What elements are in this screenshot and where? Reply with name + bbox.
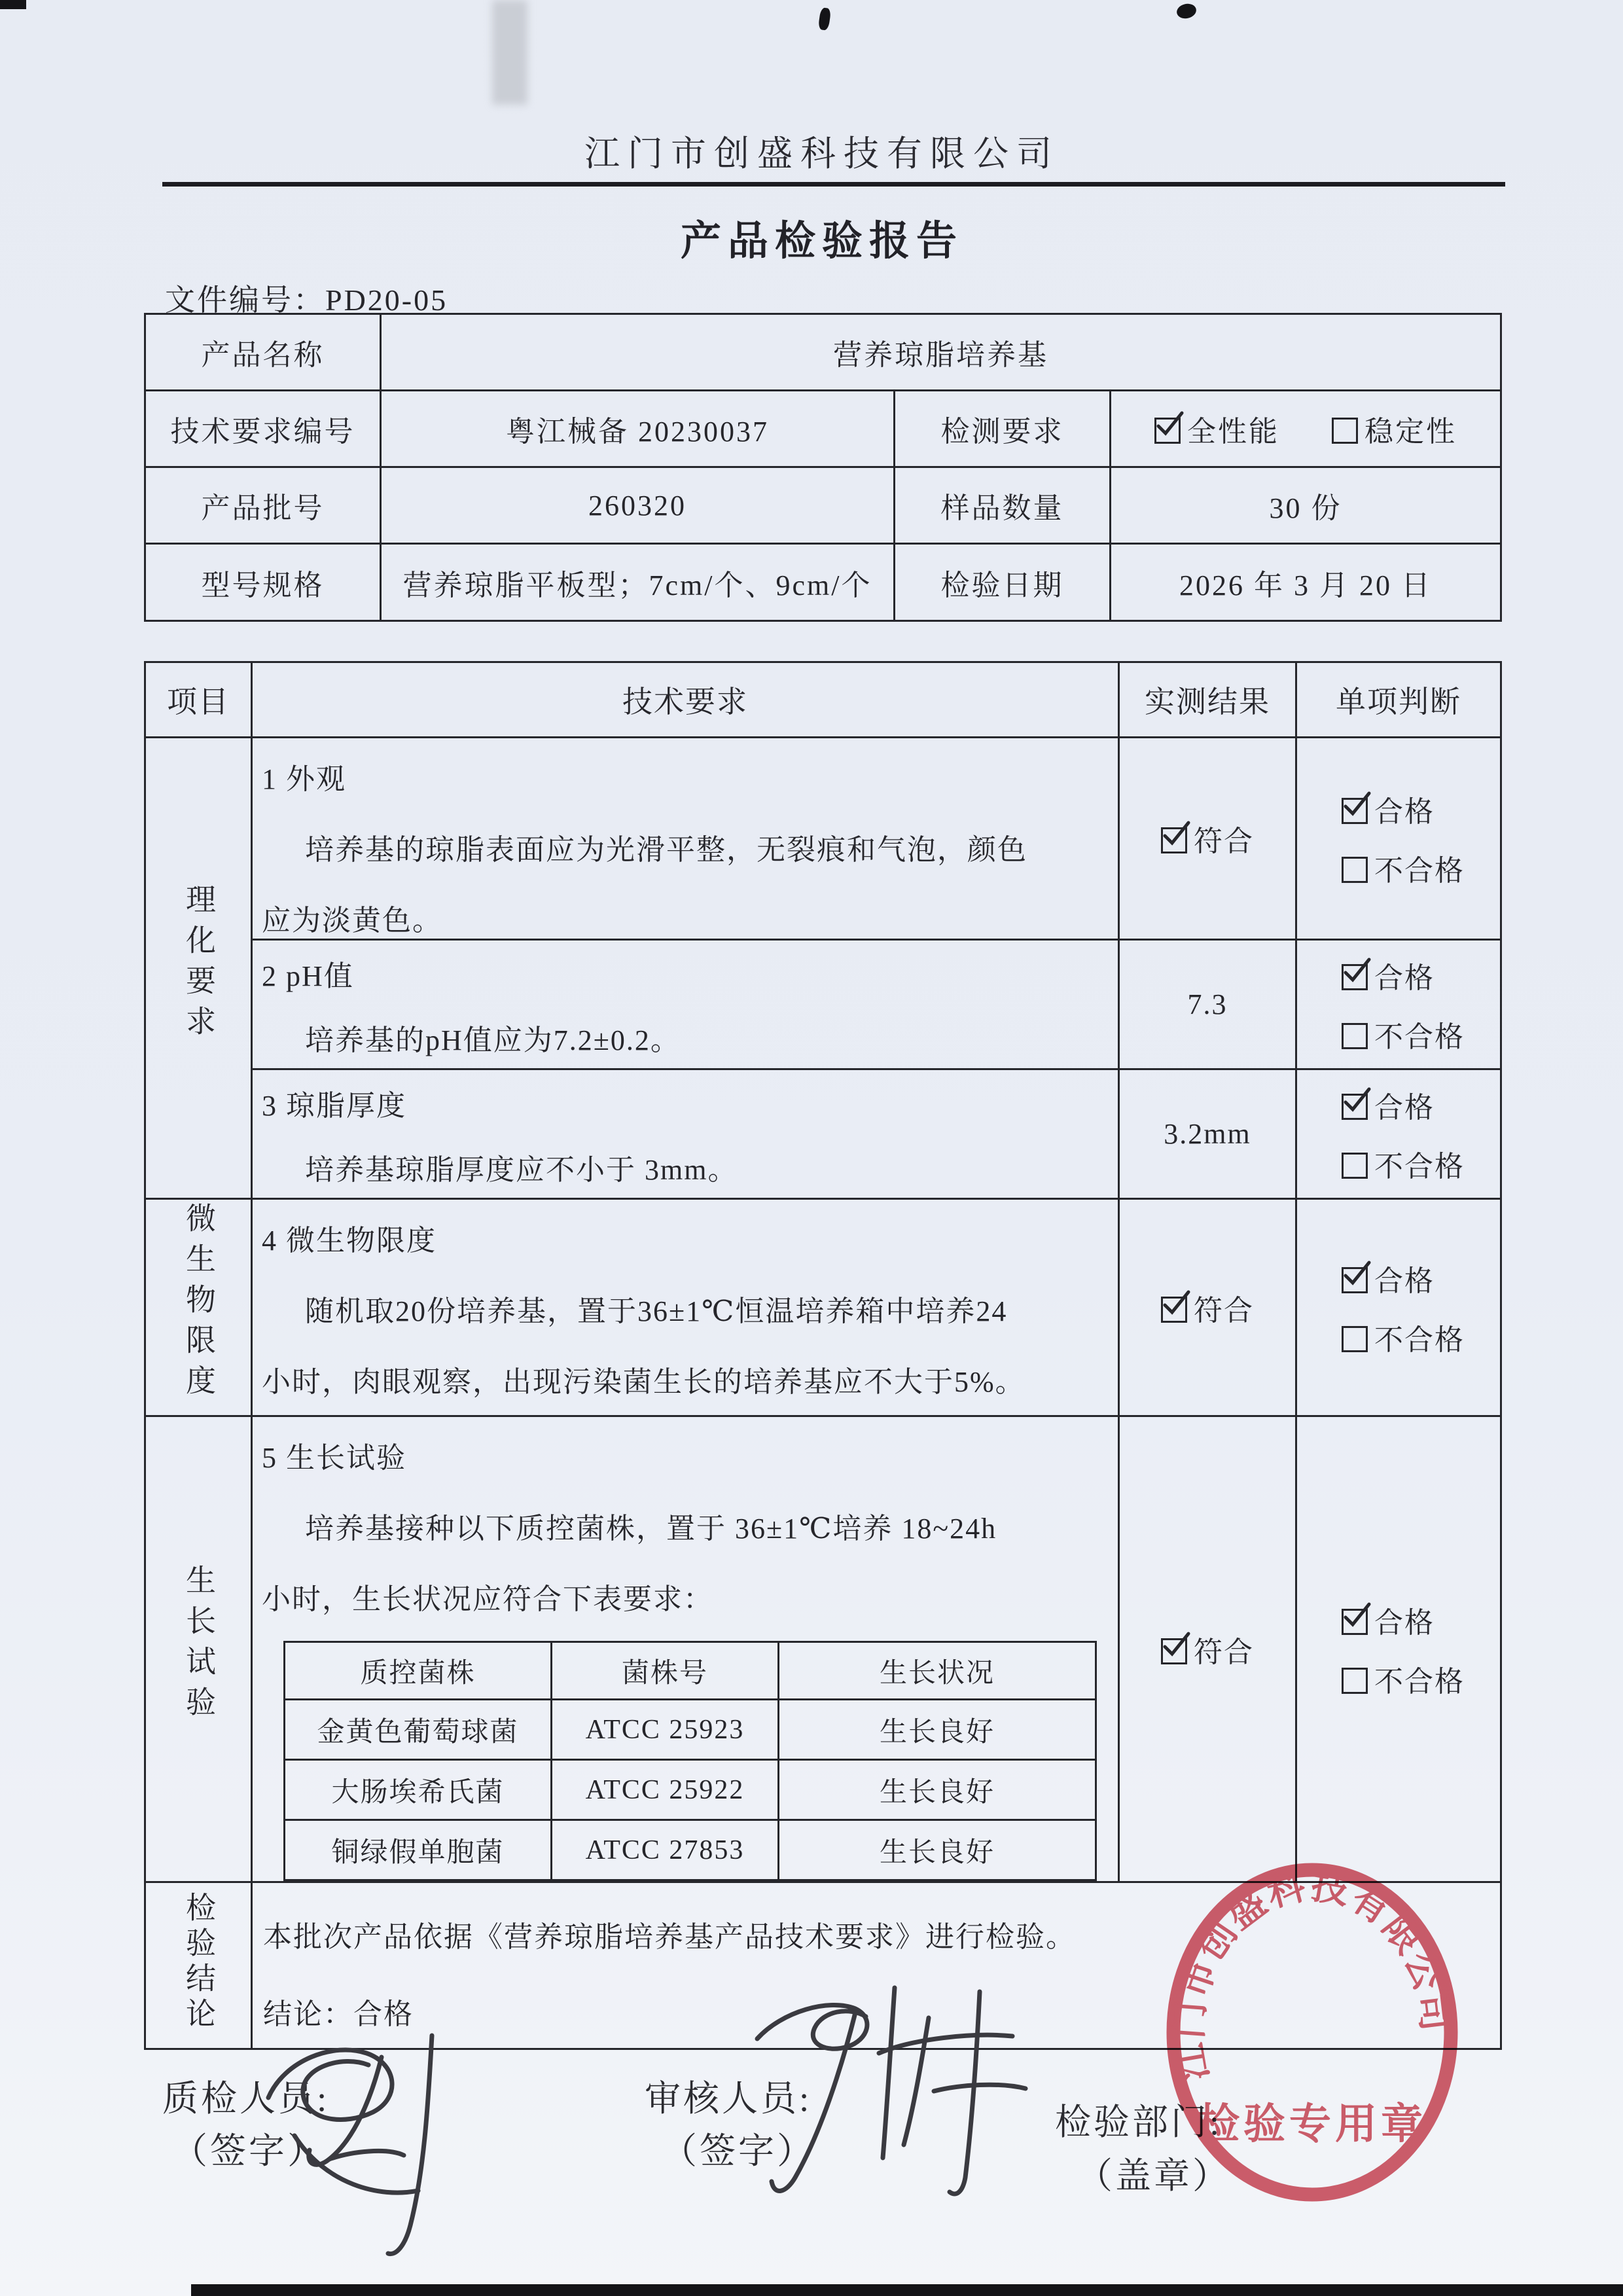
req-growth [252, 1416, 1119, 1882]
reviewer-label: 审核人员: [645, 2079, 812, 2119]
department-label: 检验部门: [1055, 2102, 1222, 2142]
growth-row-staph: 金黄色葡萄球菌 ATCC 25923 生长良好 [285, 1700, 1096, 1760]
req-growth-line2: 小时，生长状况应符合下表要求： [262, 1583, 713, 1615]
option-stability: 稳定性 [1364, 416, 1457, 448]
req-thickness [252, 1069, 1119, 1199]
department-stamp-hint: （盖章） [1077, 2156, 1232, 2196]
header-divider [162, 182, 1505, 187]
tech-req-no-label: 技术要求编号 [145, 391, 381, 467]
conclusion-line2: 结论：合格 [263, 1998, 414, 2030]
checkbox-checked-icon [1161, 1297, 1187, 1323]
inspector-signature [232, 2000, 507, 2274]
inspector-label: 质检人员: [162, 2079, 330, 2119]
sample-qty-value: 30 份 [1111, 467, 1501, 544]
judgement-microbial: 合格 不合格 [1296, 1199, 1501, 1416]
checkbox-empty-icon [1342, 1326, 1368, 1352]
batch-no-label: 产品批号 [145, 467, 381, 544]
checkbox-empty-icon [1342, 857, 1368, 883]
growth-header-status: 生长状况 [779, 1642, 1096, 1700]
model-spec-value: 营养琼脂平板型；7cm/个、9cm/个 [381, 544, 895, 621]
growth-test-table [283, 1641, 1097, 1881]
test-req-label: 检测要求 [895, 391, 1111, 467]
category-growth: 生长试验 [145, 1416, 252, 1882]
req-microbial-line2: 小时，肉眼观察，出现污染菌生长的培养基应不大于5%。 [262, 1366, 1026, 1398]
product-info-table [144, 313, 1502, 622]
req-growth-line1: 培养基接种以下质控菌株，置于 36±1℃培养 18~24h [305, 1513, 997, 1545]
judgement-thickness: 合格 不合格 [1296, 1069, 1501, 1199]
req-appearance-line1: 培养基的琼脂表面应为光滑平整，无裂痕和气泡，颜色 [305, 834, 1027, 866]
scan-artifact-bottom-strip [191, 2284, 1623, 2296]
checkbox-checked-icon [1161, 827, 1187, 853]
model-spec-label: 型号规格 [145, 544, 381, 621]
col-header-tech-req: 技术要求 [252, 662, 1119, 738]
result-appearance: 符合 [1119, 738, 1296, 940]
report-title: 产品检验报告 [680, 219, 963, 264]
checkbox-checked-icon [1161, 1638, 1187, 1664]
sample-qty-label: 样品数量 [895, 467, 1111, 544]
req-ph [252, 940, 1119, 1069]
scan-artifact-smudge [492, 0, 527, 105]
reviewer-sign-hint: （签字） [661, 2131, 816, 2171]
inspector-sign-hint: （签字） [171, 2131, 327, 2171]
stamp-banner-text: 检验专用章 [1198, 2101, 1427, 2147]
checkbox-empty-icon [1342, 1023, 1368, 1049]
category-microbial: 微生物限度 [145, 1199, 252, 1416]
growth-row-pseudomonas: 铜绿假单胞菌 ATCC 27853 生长良好 [285, 1820, 1096, 1880]
product-name-value: 营养琼脂培养基 [381, 314, 1501, 391]
judgement-appearance: 合格 不合格 [1296, 738, 1501, 940]
result-growth: 符合 [1119, 1416, 1296, 1882]
batch-no-value: 260320 [381, 467, 895, 544]
checkbox-checked-icon [1342, 1094, 1368, 1120]
req-microbial-line1: 随机取20份培养基，置于36±1℃恒温培养箱中培养24 [305, 1295, 1008, 1327]
result-ph: 7.3 [1119, 940, 1296, 1069]
checkbox-checked-icon [1342, 798, 1368, 824]
product-name-label: 产品名称 [145, 314, 381, 391]
judgement-ph: 合格 不合格 [1296, 940, 1501, 1069]
growth-header-strain: 质控菌株 [285, 1642, 552, 1700]
scan-artifact-mark1 [818, 7, 832, 31]
checkbox-empty-icon [1342, 1668, 1368, 1694]
checkbox-empty-icon [1332, 418, 1358, 444]
result-thickness: 3.2mm [1119, 1069, 1296, 1199]
growth-row-ecoli: 大肠埃希氏菌 ATCC 25922 生长良好 [285, 1760, 1096, 1820]
req-appearance-title: 1 外观 [262, 763, 346, 795]
stamp-ring-text: 江门市创盛科技有限公司 [1168, 1865, 1456, 2084]
scan-artifact-corner [0, 0, 26, 9]
req-microbial-title: 4 微生物限度 [262, 1225, 437, 1257]
company-name: 江门市创盛科技有限公司 [584, 134, 1060, 173]
col-header-result: 实测结果 [1119, 662, 1296, 738]
col-header-judgement: 单项判断 [1296, 662, 1501, 738]
category-conclusion: 检验结论 [145, 1882, 252, 2049]
option-full-performance: 全性能 [1187, 416, 1279, 448]
req-thickness-title: 3 琼脂厚度 [262, 1090, 406, 1122]
req-microbial [252, 1199, 1119, 1416]
doc-number-value: PD20-05 [325, 283, 448, 317]
doc-number-label: 文件编号： [165, 283, 325, 317]
reviewer-signature [717, 1960, 1057, 2209]
req-ph-title: 2 pH值 [262, 960, 354, 992]
checkbox-checked-icon [1342, 964, 1368, 990]
inspect-date-value: 2026 年 3 月 20 日 [1111, 544, 1501, 621]
req-growth-title: 5 生长试验 [262, 1442, 406, 1474]
tech-req-no-value: 粤江械备 20230037 [381, 391, 895, 467]
judgement-growth: 合格 不合格 [1296, 1416, 1501, 1882]
conclusion-line1: 本批次产品依据《营养琼脂培养基产品技术要求》进行检验。 [263, 1921, 1076, 1953]
checkbox-checked-icon [1342, 1267, 1368, 1293]
test-req-options [1111, 391, 1501, 467]
req-thickness-line1: 培养基琼脂厚度应不小于 3mm。 [305, 1154, 738, 1186]
checkbox-checked-icon [1342, 1609, 1368, 1635]
inspection-stamp [1155, 1856, 1469, 2212]
result-microbial: 符合 [1119, 1199, 1296, 1416]
req-ph-line1: 培养基的pH值应为7.2±0.2。 [305, 1024, 681, 1056]
checkbox-checked-icon [1154, 418, 1181, 444]
growth-header-code: 菌株号 [552, 1642, 779, 1700]
inspect-date-label: 检验日期 [895, 544, 1111, 621]
col-header-item: 项目 [145, 662, 252, 738]
req-appearance [252, 738, 1119, 940]
checkbox-empty-icon [1342, 1153, 1368, 1179]
req-appearance-line2: 应为淡黄色。 [262, 905, 442, 937]
scan-artifact-mark2 [1175, 2, 1198, 20]
inspection-table [144, 661, 1502, 2050]
category-physchem: 理化要求 [145, 738, 252, 1199]
